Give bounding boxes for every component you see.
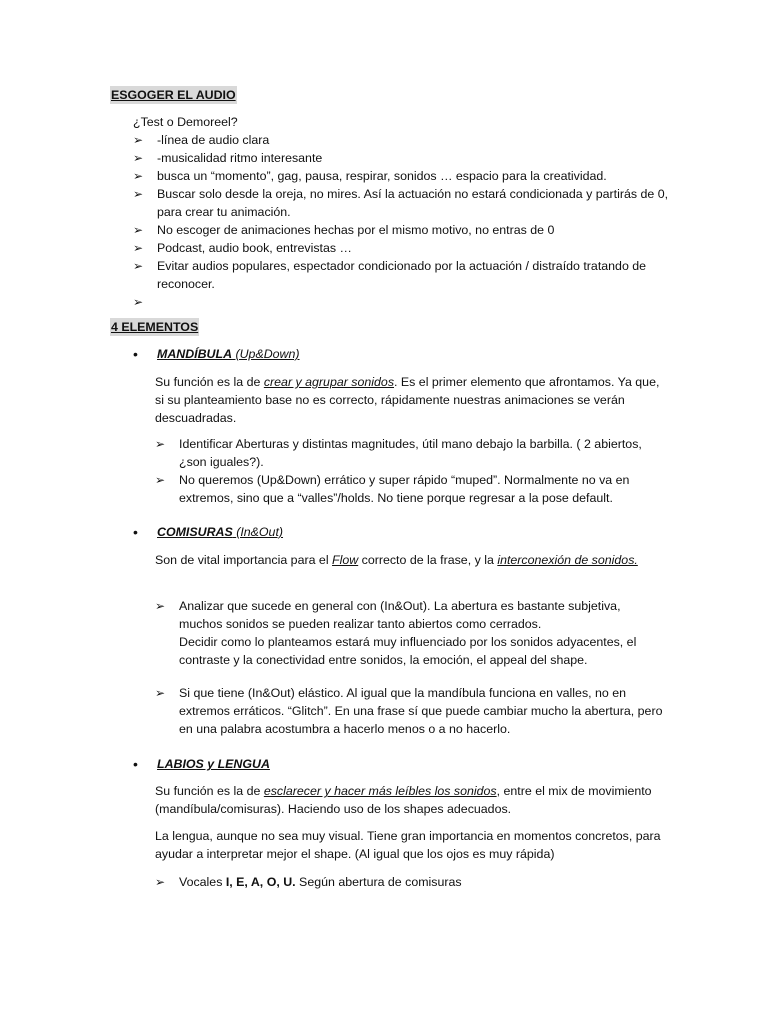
section-heading-4-elementos: 4 ELEMENTOS xyxy=(111,320,199,334)
arrow-bullet-icon: ➢ xyxy=(155,599,166,613)
list-item: ➢ -línea de audio clara xyxy=(133,133,270,147)
bullet-dot-icon: • xyxy=(133,346,138,362)
intro-question: ¿Test o Demoreel? xyxy=(133,115,238,129)
list-item: ➢ Vocales I, E, A, O, U. Según abertura de comisuras xyxy=(155,875,462,889)
list-item: ➢ Evitar audios populares, espectador condicionado por la actuación / distraído tratando de reconocer. xyxy=(133,259,647,291)
arrow-bullet-icon: ➢ xyxy=(133,223,144,237)
arrow-bullet-icon: ➢ xyxy=(155,437,166,451)
labios-list xyxy=(155,873,665,891)
list-item: ➢ Si que tiene (In&Out) elástico. Al igual que la mandíbula funciona en valles, no en extremos erráticos. “Glitch”. En una frase sí que puede cambiar mucho la abertura, pero en una palabra acostumbra a hacerlo menos o a no hacerlo. xyxy=(155,686,663,736)
section-heading-escoger-audio: ESGOGER EL AUDIO xyxy=(111,88,236,102)
list-item: ➢ No escoger de animaciones hechas por el mismo motivo, no entras de 0 xyxy=(133,223,555,237)
list-item: ➢ Identificar Aberturas y distintas magnitudes, útil mano debajo la barbilla. ( 2 abiertos, ¿son iguales?). xyxy=(155,437,642,469)
labios-paragraph-1: Su función es la de esclarecer y hacer más leíbles los sonidos, entre el mix de movimiento (mandíbula/comisuras). Haciendo uso de los shapes adecuados. xyxy=(155,784,652,816)
list-item: ➢ Buscar solo desde la oreja, no mires. Así la actuación no estará condicionada y partirás de 0, para crear tu animación. xyxy=(133,187,669,219)
audio-tips-list xyxy=(133,131,673,311)
arrow-bullet-icon: ➢ xyxy=(133,259,144,273)
list-item: ➢ Podcast, audio book, entrevistas … xyxy=(133,241,352,255)
arrow-bullet-icon: ➢ xyxy=(133,187,144,201)
list-item: ➢ busca un “momento”, gag, pausa, respirar, sonidos … espacio para la creatividad. xyxy=(133,169,607,183)
arrow-bullet-icon: ➢ xyxy=(133,133,144,147)
list-item: ➢ Analizar que sucede en general con (In&Out). La abertura es bastante subjetiva, muchos sonidos se pueden realizar tanto abiertos como cerrados. Decidir como lo planteamos estará muy influenciado por los sonidos adyacentes, el contraste y la conectividad entre sonidos, la emoción, el appeal del shape. xyxy=(155,599,637,667)
arrow-bullet-icon: ➢ xyxy=(133,169,144,183)
arrow-bullet-icon: ➢ xyxy=(155,686,166,700)
list-item: ➢ -musicalidad ritmo interesante xyxy=(133,151,323,165)
bullet-dot-icon: • xyxy=(133,524,138,540)
document-page: ESGOGER EL AUDIO ¿Test o Demoreel? ➢ -línea de audio clara ➢ -musicalidad ritmo interesante ➢ busca un “momento”, gag, pausa, respirar, sonidos … espacio para la creatividad. ➢ Buscar solo desde la oreja, no mires. Así la actuación no estará condicionada y partirás de 0, para crear tu animación. ➢ No escoger de animaciones hechas por el mismo motivo, no entras de 0 ➢ Podcast, audio book, entrevistas … ➢ Evitar audios populares, espectador condicionado por la actuación / distraído tratando de reconocer. ➢ 4 ELEMENTOS • MANDÍBULA (Up&Down) Su función es la de crear y agrupar sonidos. Es el primer elemento que afrontamos. Ya que, si su planteamiento base no es correcto, rápidamente nuestras animaciones se verán descuadradas. ➢ Identificar Aberturas y distintas magnitudes, útil mano debajo la barbilla. ( 2 abiertos, ¿son iguales?). ➢ No queremos (Up&Down) errático y super rápido “muped”. Normalmente no va en extremos, sino que a “valles”/holds. No tiene porque regresar a la pose default. • COMISURAS (In&Out) Son de vital importancia para el Flow correcto de la frase, y la interconexión de sonidos. ➢ Analizar que sucede en general con (In&Out). La abertura es bastante subjetiva, muchos sonidos se pueden realizar tanto abiertos como cerrados. Decidir como lo planteamos estará muy influenciado por los sonidos adyacentes, el contraste y la conectividad entre sonidos, la emoción, el appeal del shape. ➢ Si que tiene (In&Out) elástico. Al igual que la mandíbula funciona en valles, no en extremos erráticos. “Glitch”. En una frase sí que puede cambiar mucho la abertura, pero en una palabra acostumbra a hacerlo menos o a no hacerlo. • LABIOS y LENGUA Su función es la de esclarecer y hacer más leíbles los sonidos, entre el mix de movimiento (mandíbula/comisuras). Haciendo uso de los shapes adecuados. La lengua, aunque no sea muy visual. Tiene gran importancia en momentos concretos, para ayudar a interpretar mejor el shape. (Al igual que los ojos es muy rápida) ➢ Vocales I, E, A, O, U. Según abertura de comisuras xyxy=(0,0,768,1024)
mandibula-list xyxy=(155,435,665,507)
mandibula-paragraph: Su función es la de crear y agrupar sonidos. Es el primer elemento que afrontamos. Ya que, si su planteamiento base no es correcto, rápidamente nuestras animaciones se verán descuadradas. xyxy=(155,375,660,425)
bullet-dot-icon: • xyxy=(133,756,138,772)
list-item: ➢ No queremos (Up&Down) errático y super rápido “muped”. Normalmente no va en extremos, sino que a “valles”/holds. No tiene porque regresar a la pose default. xyxy=(155,473,630,505)
arrow-bullet-icon: ➢ xyxy=(133,151,144,165)
arrow-bullet-icon: ➢ xyxy=(133,241,144,255)
list-item-empty xyxy=(133,293,673,311)
comisuras-paragraph: Son de vital importancia para el Flow correcto de la frase, y la interconexión de sonidos. xyxy=(155,553,638,567)
comisuras-list-2 xyxy=(155,684,665,738)
arrow-bullet-icon: ➢ xyxy=(155,875,166,889)
arrow-bullet-icon: ➢ xyxy=(133,295,144,309)
labios-paragraph-2: La lengua, aunque no sea muy visual. Tiene gran importancia en momentos concretos, para ayudar a interpretar mejor el shape. (Al igual que los ojos es muy rápida) xyxy=(155,829,661,861)
arrow-bullet-icon: ➢ xyxy=(155,473,166,487)
comisuras-list-1 xyxy=(155,597,665,669)
